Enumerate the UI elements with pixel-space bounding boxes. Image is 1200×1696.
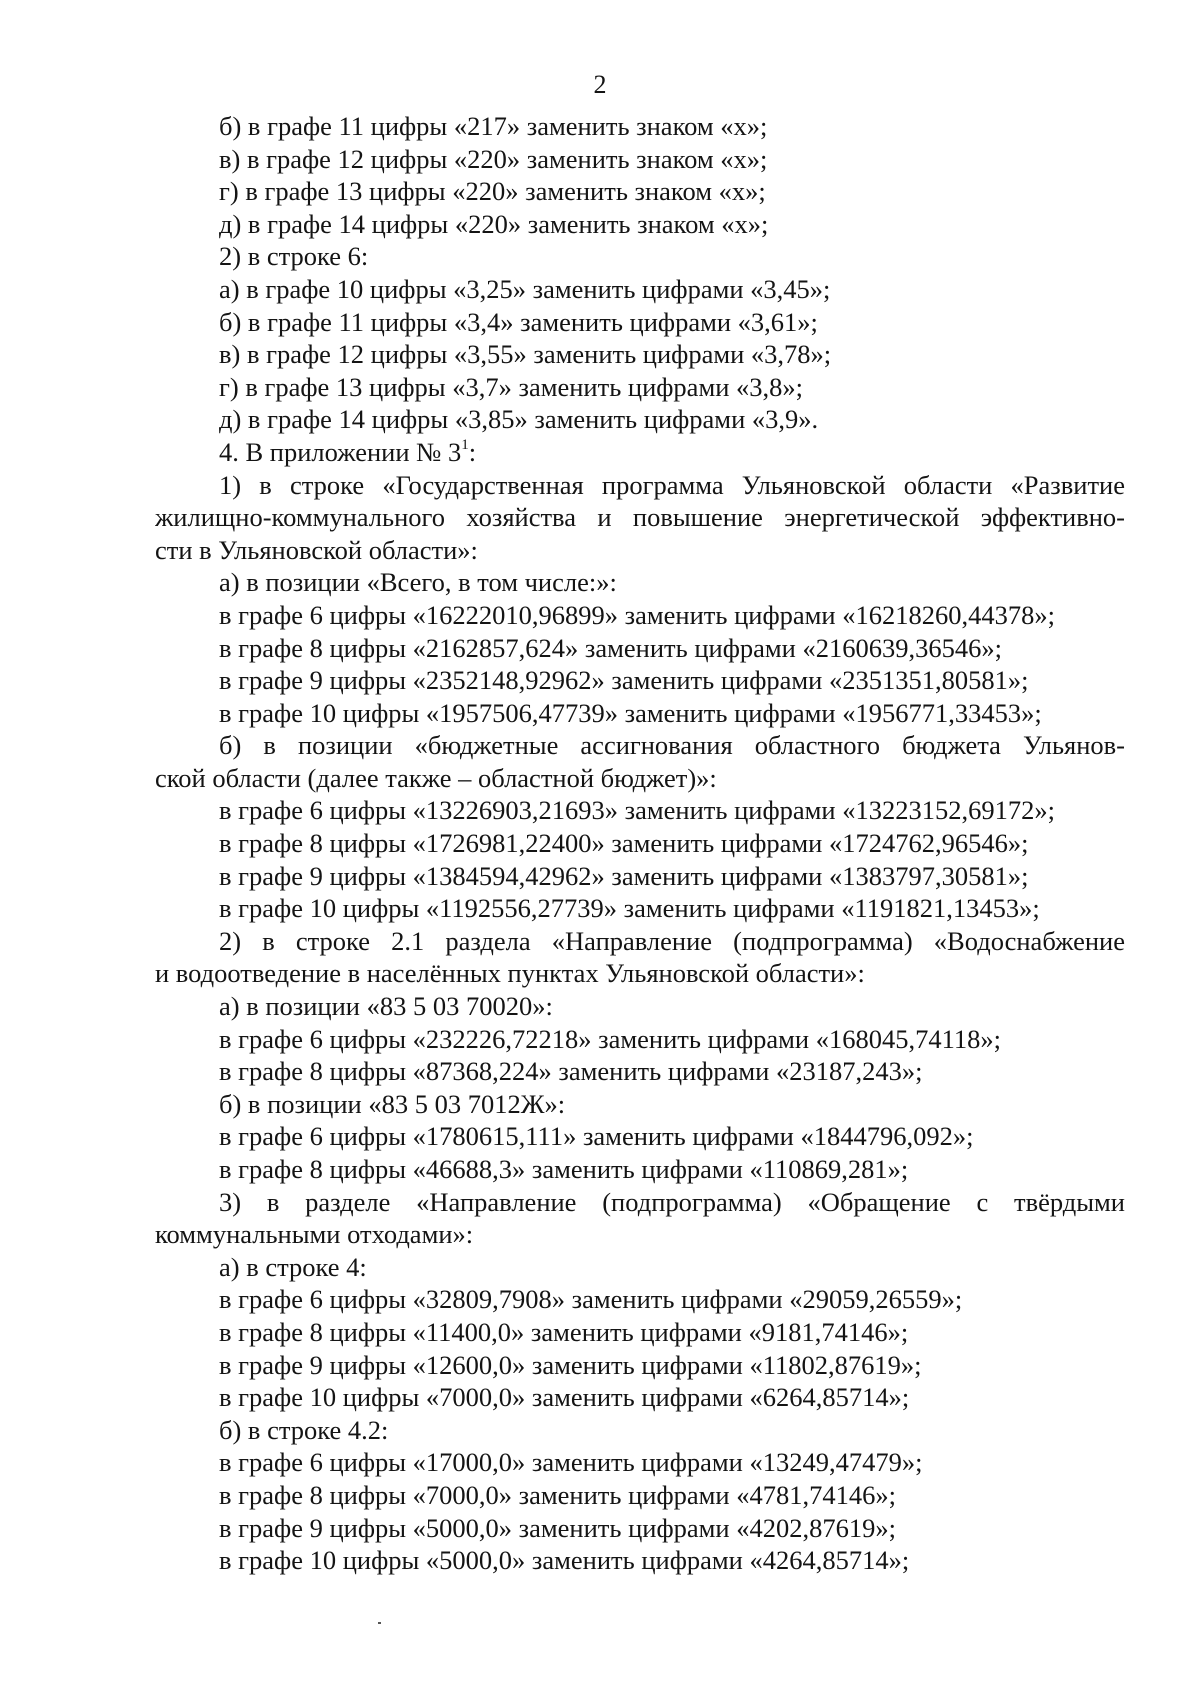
text-line bbox=[155, 1218, 1125, 1251]
text-line-content: б) в строке 4.2: bbox=[219, 1414, 389, 1445]
text-line-content: в графе 8 цифры «7000,0» заменить цифрами «4781,74146»; bbox=[219, 1479, 896, 1510]
text-line-content: в) в графе 12 цифры «3,55» заменить цифрами «3,78»; bbox=[219, 339, 832, 370]
text-line bbox=[155, 1088, 1125, 1121]
text-line-content: г) в графе 13 цифры «220» заменить знаком «х»; bbox=[219, 176, 766, 207]
text-line bbox=[155, 534, 1125, 567]
text-line-suffix: : bbox=[468, 436, 477, 467]
text-line-content: в графе 8 цифры «2162857,624» заменить цифрами «2160639,36546»; bbox=[219, 632, 1002, 663]
text-line-content: б) в позиции «бюджетные ассигнования областного бюджета Ульянов- bbox=[219, 730, 1125, 761]
superscript: 1 bbox=[461, 437, 469, 454]
text-line bbox=[155, 762, 1125, 795]
text-line bbox=[155, 664, 1125, 697]
text-line bbox=[155, 338, 1125, 371]
text-line bbox=[155, 827, 1125, 860]
text-line bbox=[155, 1381, 1125, 1414]
text-line bbox=[155, 371, 1125, 404]
text-line-content: в графе 6 цифры «17000,0» заменить цифрами «13249,47479»; bbox=[219, 1447, 923, 1478]
text-line-content: в графе 6 цифры «32809,7908» заменить цифрами «29059,26559»; bbox=[219, 1284, 963, 1315]
text-line-content: и водоотведение в населённых пунктах Ульяновской области»: bbox=[155, 958, 865, 989]
text-line-content: в графе 6 цифры «13226903,21693» заменить цифрами «13223152,69172»; bbox=[219, 795, 1055, 826]
text-line bbox=[155, 1479, 1125, 1512]
text-line-content: в графе 10 цифры «1192556,27739» заменить цифрами «1191821,13453»; bbox=[219, 893, 1040, 924]
text-line bbox=[155, 1055, 1125, 1088]
text-line-content: в графе 9 цифры «5000,0» заменить цифрами «4202,87619»; bbox=[219, 1512, 896, 1543]
text-line bbox=[155, 1251, 1125, 1284]
text-line-content: в графе 8 цифры «46688,3» заменить цифрами «110869,281»; bbox=[219, 1154, 909, 1184]
text-line bbox=[155, 1446, 1125, 1479]
text-line-content: а) в позиции «83 5 03 70020»: bbox=[219, 991, 553, 1022]
text-line-content: в графе 8 цифры «11400,0» заменить цифрами «9181,74146»; bbox=[219, 1316, 909, 1347]
text-line-content: коммунальными отходами»: bbox=[155, 1219, 474, 1250]
text-line bbox=[155, 1153, 1125, 1186]
text-line bbox=[155, 436, 1125, 469]
text-line-content: в графе 9 цифры «12600,0» заменить цифрами «11802,87619»; bbox=[219, 1349, 922, 1380]
text-line-content: б) в графе 11 цифры «217» заменить знаком «х»; bbox=[219, 111, 768, 141]
text-line-content: 1) в строке «Государственная программа Ульяновской области «Развитие bbox=[219, 469, 1125, 500]
text-line-content: в) в графе 12 цифры «220» заменить знаком «х»; bbox=[219, 143, 768, 174]
text-line-content: в графе 8 цифры «1726981,22400» заменить цифрами «1724762,96546»; bbox=[219, 828, 1029, 859]
text-line-content: д) в графе 14 цифры «3,85» заменить цифрами «3,9». bbox=[219, 404, 819, 435]
text-line-content: 4. В приложении № 3 bbox=[219, 436, 462, 467]
text-line bbox=[155, 1283, 1125, 1316]
document-body bbox=[155, 110, 1125, 1577]
text-line bbox=[155, 175, 1125, 208]
text-line bbox=[155, 143, 1125, 176]
text-line bbox=[155, 1186, 1125, 1219]
text-line-content: в графе 8 цифры «87368,224» заменить цифрами «23187,243»; bbox=[219, 1056, 923, 1087]
text-line bbox=[155, 1120, 1125, 1153]
text-line-content: в графе 6 цифры «1780615,111» заменить цифрами «1844796,092»; bbox=[219, 1121, 974, 1152]
text-line-content: 3) в разделе «Направление (подпрограмма) «Обращение с твёрдыми bbox=[219, 1186, 1125, 1217]
text-line bbox=[155, 306, 1125, 339]
text-line-content: в графе 9 цифры «2352148,92962» заменить цифрами «2351351,80581»; bbox=[219, 665, 1029, 696]
text-line-content: б) в графе 11 цифры «3,4» заменить цифрами «3,61»; bbox=[219, 306, 818, 337]
text-line-content: в графе 6 цифры «232226,72218» заменить цифрами «168045,74118»; bbox=[219, 1023, 1001, 1054]
text-line-content: ской области (далее также – областной бюджет)»: bbox=[155, 762, 717, 793]
text-line-content: д) в графе 14 цифры «220» заменить знаком «х»; bbox=[219, 208, 769, 239]
text-line bbox=[155, 1316, 1125, 1349]
text-line bbox=[155, 1349, 1125, 1382]
text-line-content: а) в строке 4: bbox=[219, 1251, 367, 1282]
text-line-content: жилищно-коммунального хозяйства и повышение энергетической эффективно- bbox=[155, 502, 1125, 533]
text-line bbox=[155, 1414, 1125, 1447]
text-line bbox=[155, 403, 1125, 436]
text-line-content: в графе 9 цифры «1384594,42962» заменить цифрами «1383797,30581»; bbox=[219, 860, 1029, 891]
text-line bbox=[155, 1512, 1125, 1545]
text-line bbox=[155, 892, 1125, 925]
text-line bbox=[155, 794, 1125, 827]
text-line bbox=[155, 729, 1125, 762]
text-line bbox=[155, 697, 1125, 730]
text-line-content: в графе 6 цифры «16222010,96899» заменить цифрами «16218260,44378»; bbox=[219, 599, 1055, 630]
text-line-content: 2) в строке 6: bbox=[219, 241, 369, 272]
text-line bbox=[155, 501, 1125, 534]
text-line bbox=[155, 599, 1125, 632]
text-line bbox=[155, 957, 1125, 990]
text-line bbox=[155, 1544, 1125, 1577]
scan-mark bbox=[378, 1622, 381, 1624]
text-line bbox=[155, 208, 1125, 241]
text-line-content: г) в графе 13 цифры «3,7» заменить цифрами «3,8»; bbox=[219, 371, 804, 402]
text-line bbox=[155, 860, 1125, 893]
text-line bbox=[155, 925, 1125, 958]
page-number: 2 bbox=[593, 70, 607, 99]
text-line bbox=[155, 273, 1125, 306]
text-line bbox=[155, 240, 1125, 273]
text-line-content: а) в позиции «Всего, в том числе:»: bbox=[219, 567, 617, 598]
text-line bbox=[155, 1023, 1125, 1056]
text-line-content: в графе 10 цифры «5000,0» заменить цифрами «4264,85714»; bbox=[219, 1545, 910, 1576]
text-line bbox=[155, 110, 1125, 143]
text-line bbox=[155, 990, 1125, 1023]
text-line-content: сти в Ульяновской области»: bbox=[155, 534, 478, 565]
text-line bbox=[155, 632, 1125, 665]
text-line-content: 2) в строке 2.1 раздела «Направление (подпрограмма) «Водоснабжение bbox=[219, 925, 1125, 956]
text-line-content: а) в графе 10 цифры «3,25» заменить цифрами «3,45»; bbox=[219, 273, 831, 304]
text-line-content: б) в позиции «83 5 03 7012Ж»: bbox=[219, 1088, 566, 1119]
text-line bbox=[155, 469, 1125, 502]
text-line-content: в графе 10 цифры «7000,0» заменить цифрами «6264,85714»; bbox=[219, 1382, 910, 1413]
text-line-content: в графе 10 цифры «1957506,47739» заменить цифрами «1956771,33453»; bbox=[219, 697, 1042, 728]
text-line bbox=[155, 566, 1125, 599]
